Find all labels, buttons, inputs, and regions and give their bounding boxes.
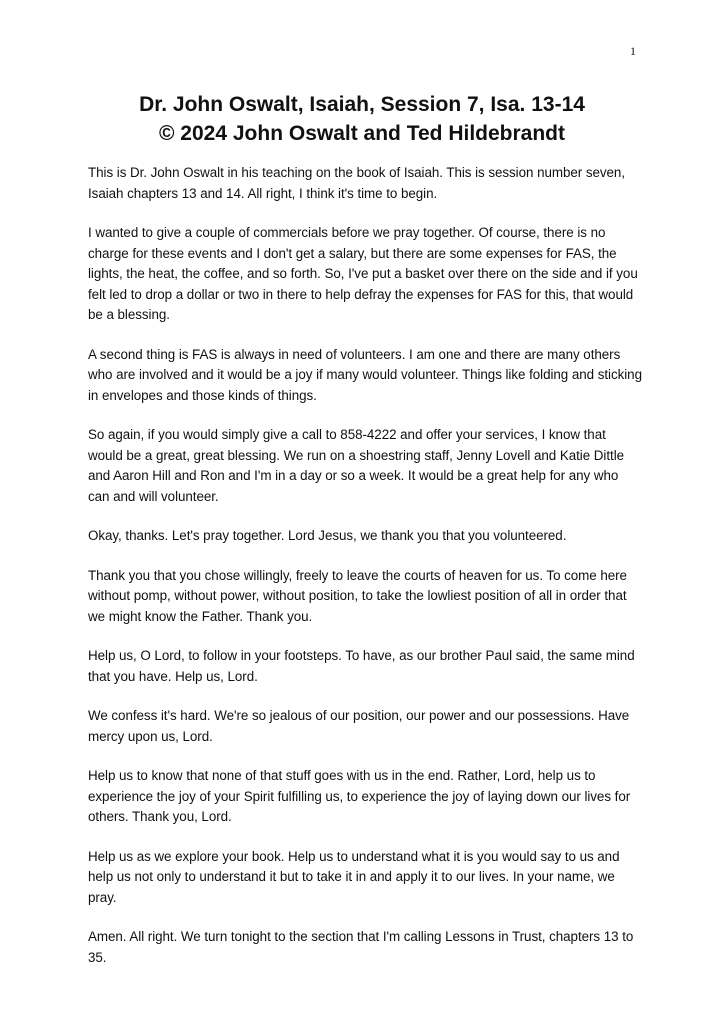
title-line-2: © 2024 John Oswalt and Ted Hildebrandt <box>159 122 565 145</box>
title-line-1: Dr. John Oswalt, Isaiah, Session 7, Isa. 13-14 <box>139 93 585 116</box>
paragraph: Help us, O Lord, to follow in your footsteps. To have, as our brother Paul said, the same mind that you have. Help us, Lord. <box>88 648 635 684</box>
paragraph: A second thing is FAS is always in need of volunteers. I am one and there are many others who are involved and it would be a joy if many would volunteer. Things like folding and sticking in envelopes and those kinds of things. <box>88 346 642 403</box>
paragraph: So again, if you would simply give a call to 858-4222 and offer your services, I know that would be a great, great blessing. We run on a shoestring staff, Jenny Lovell and Katie Dittle and Aaron Hill and Ron and I'm in a day or so a week. It would be a great help for any who can and will volunteer. <box>88 427 625 504</box>
paragraph: Help us as we explore your book. Help us to understand what it is you would say to us and help us not only to understand it but to take it in and apply it to our lives. In your name, we pray. <box>88 848 620 905</box>
paragraph: Thank you that you chose willingly, freely to leave the courts of heaven for us. To come here without pomp, without power, without position, to take the lowliest position of all in order that we might know the Father. Thank you. <box>88 567 627 624</box>
paragraph: Amen. All right. We turn tonight to the section that I'm calling Lessons in Trust, chapters 13 to 35. <box>88 929 634 965</box>
document-body <box>88 163 643 987</box>
document-title <box>88 90 636 148</box>
paragraph: Help us to know that none of that stuff goes with us in the end. Rather, Lord, help us to experience the joy of your Spirit fulfilling us, to experience the joy of laying down our lives for others. Thank you, Lord. <box>88 768 631 824</box>
page-number: 1 <box>630 44 636 58</box>
paragraph: We confess it's hard. We're so jealous of our position, our power and our possessions. Have mercy upon us, Lord. <box>88 708 630 744</box>
paragraph: Okay, thanks. Let's pray together. Lord Jesus, we thank you that you volunteered. <box>88 528 567 543</box>
paragraph: I wanted to give a couple of commercials before we pray together. Of course, there is no charge for these events and I don't get a salary, but there are some expenses for FAS, the lights, the heat, the coffee, and so forth. So, I've put a basket over there on the side and if you felt led to drop a dollar or two in there to help defray the expenses for FAS for this, that would be a blessing. <box>88 225 638 322</box>
paragraph: This is Dr. John Oswalt in his teaching on the book of Isaiah. This is session number seven, Isaiah chapters 13 and 14. All right, I think it's time to begin. <box>88 165 626 201</box>
